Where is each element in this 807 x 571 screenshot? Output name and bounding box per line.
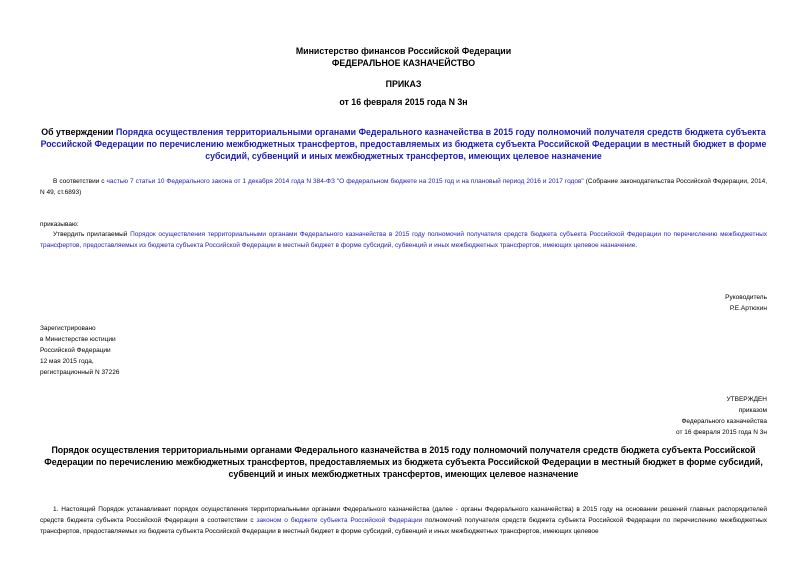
doc-date-number: от 16 февраля 2015 года N 3н	[339, 97, 468, 107]
approval-line: приказом	[738, 407, 767, 414]
title-procedure-link[interactable]: Порядка осуществления территориальными органами Федерального казначейства в 2015 году полномочий получателя средств бюджета субъекта Российской Федерации по перечислению межбюджетных трансфертов, предоставляемых из бюджета субъекта Российской Федерации в местный бюджет в форме субсидий, субвенций и иных межбюджетных трансфертов, имеющих целевое назначение	[40, 127, 767, 162]
registration-line: регистрационный N 37226	[40, 369, 120, 376]
order-procedure-link[interactable]: Порядок осуществления территориальными органами Федерального казначейства в 2015 году полномочий получателя средств бюджета субъекта Российской Федерации по перечислению межбюджетных трансфертов, предоставляемых из бюджета субъекта Российской Федерации в местный бюджет в форме субсидий, субвенций и иных межбюджетных трансфертов, имеющих целевое назначение	[40, 231, 767, 249]
preamble-suffix: (Собрание законодательства Российской Федерации, 2014, N 49, ст.6893)	[40, 178, 768, 196]
agency-name: ФЕДЕРАЛЬНОЕ КАЗНАЧЕЙСТВО	[331, 58, 476, 68]
signature-role: Руководитель	[725, 294, 767, 301]
procedure-title: Порядок осуществления территориальными органами Федерального казначейства в 2015 году полномочий получателя средств бюджета субъекта Российской Федерации по перечислению межбюджетных трансфертов, предоставляемых из бюджета субъекта Российской Федерации в местный бюджет в форме субсидий, субвенций и иных межбюджетных трансфертов, имеющих целевое назначение	[44, 445, 763, 480]
document-title	[40, 126, 767, 163]
clause-1-prefix: 1. Настоящий Порядок устанавливает порядок осуществления территориальными органами Федерального казначейства (далее - органы Федерального казначейства) в 2015 году на основании решений главных распорядителей средств бюджета субъекта Российской Федерации в соответствии с	[40, 506, 767, 524]
clause-1-paragraph	[40, 504, 767, 537]
approval-line: от 16 февраля 2015 года N 3н	[676, 429, 767, 436]
document-header	[0, 45, 807, 69]
registration-line: Российской Федерации	[40, 347, 111, 354]
regional-budget-law-link[interactable]: законом о бюджете субъекта Российской Федерации	[256, 517, 423, 524]
order-label: приказываю:	[40, 221, 79, 228]
preamble-paragraph	[40, 176, 767, 198]
federal-law-link[interactable]: частью 7 статьи 10 Федерального закона от 1 декабря 2014 года N 384-ФЗ "О федеральном бюджете на 2015 год и на плановый период 2016 и 2017 годов"	[106, 178, 584, 185]
approval-block	[500, 394, 767, 438]
doc-type: ПРИКАЗ	[385, 79, 422, 89]
signature-name: Р.Е.Артюхин	[729, 305, 767, 312]
title-prefix: Об утверждении	[41, 127, 117, 137]
approval-line: Федерального казначейства	[681, 418, 767, 425]
registration-line: Зарегистрировано	[40, 325, 96, 332]
order-suffix: .	[635, 242, 638, 249]
preamble-prefix: В соответствии с	[53, 178, 107, 185]
registration-line: 12 мая 2015 года,	[40, 358, 94, 365]
registration-block	[40, 323, 120, 378]
order-prefix: Утвердить прилагаемый	[53, 231, 131, 238]
order-paragraph	[40, 229, 767, 251]
ministry-name: Министерство финансов Российской Федерации	[295, 46, 512, 56]
signature-block	[500, 292, 767, 314]
approval-line: УТВЕРЖДЕН	[726, 396, 767, 403]
registration-line: в Министерстве юстиции	[40, 336, 116, 343]
clause-1-suffix: полномочий получателя средств бюджета субъекта Российской Федерации по перечислению межбюджетных трансфертов, предоставляемых из бюджета субъекта Российской Федерации в местный бюджет в форме субсидий, субвенций и иных межбюджетных трансфертов, имеющих целевое	[40, 517, 767, 535]
